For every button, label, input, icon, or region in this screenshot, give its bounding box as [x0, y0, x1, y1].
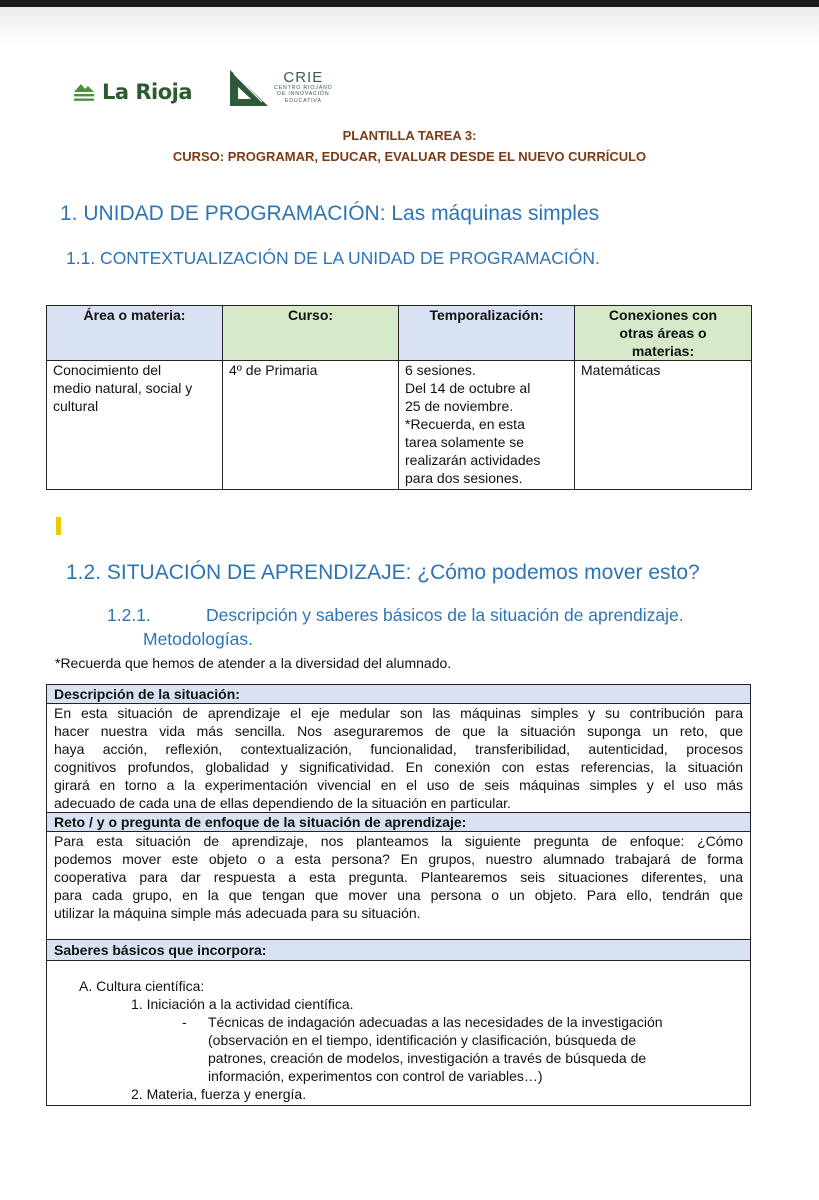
basic-knowledge-body: [47, 960, 750, 1105]
header-conexiones-line: Conexiones con: [608, 307, 718, 323]
situation-description-header: Descripción de la situación:: [47, 685, 750, 703]
diversity-note: *Recuerda que hemos de atender a la diversidad del alumnado.: [55, 655, 452, 671]
la-rioja-emblem-icon: [72, 80, 96, 104]
context-heading: 1.1. CONTEXTUALIZACIÓN DE LA UNIDAD DE PROGRAMACIÓN.: [66, 248, 600, 268]
reto-line: Para esta situación de aprendizaje, nos planteamos la siguiente pregunta de enfoque: ¿Cómo: [54, 833, 743, 849]
basic-knowledge-header: Saberes básicos que incorpora:: [47, 939, 750, 960]
description-heading-number: 1.2.1.: [107, 605, 151, 625]
challenge-header: Reto / y o pregunta de enfoque de la situación de aprendizaje:: [47, 812, 750, 831]
subitem-line: información, experimentos con control de variables…): [208, 1068, 543, 1084]
cell-area-line: medio natural, social y: [53, 380, 193, 396]
crie-subtitle-1: CENTRO RIOJANO: [274, 85, 333, 91]
cell-temp-line: realizarán actividades: [405, 452, 541, 468]
reto-line: podemos mover este objeto o a esta persona? En grupos, nuestro alumnado trabajará de forma: [54, 851, 743, 867]
cell-temp-line: *Recuerda, en esta: [405, 416, 525, 432]
reto-line: utilizar la máquina simple más adecuada para su situación.: [54, 905, 421, 921]
description-heading-text: Descripción y saberes básicos de la situación de aprendizaje.: [206, 605, 684, 625]
knowledge-item-1: 1. Iniciación a la actividad científica.: [131, 996, 354, 1012]
cell-temporalizacion: [399, 361, 575, 490]
situation-description-body: [47, 703, 750, 812]
course-title: CURSO: PROGRAMAR, EDUCAR, EVALUAR DESDE EL NUEVO CURRÍCULO: [172, 149, 647, 164]
knowledge-item-2: 2. Materia, fuerza y energía.: [131, 1086, 307, 1102]
header-curso: Curso:: [223, 306, 399, 361]
crie-subtitle-2: DE INNOVACIÓN: [277, 91, 330, 98]
header-conexiones-line: materias:: [631, 343, 695, 359]
reto-line: cooperativa para dar respuesta a esta pregunta. Plantearemos seis situaciones diferentes, una: [54, 869, 743, 885]
knowledge-subitem: [54, 1013, 743, 1085]
header-conexiones: [575, 306, 752, 361]
desc-line: cognitivos profundos, globalidad y significatividad. En conexión con estas referencias, la situación: [54, 759, 743, 775]
cell-area: [47, 361, 223, 490]
template-title: PLANTILLA TAREA 3:: [342, 128, 477, 143]
cell-temp-line: Del 14 de octubre al: [405, 380, 531, 396]
header-conexiones-line: otras áreas o: [619, 325, 707, 341]
cell-temp-line: para dos sesiones.: [405, 470, 523, 486]
cell-area-line: cultural: [53, 398, 99, 414]
learning-situation-heading: 1.2. SITUACIÓN DE APRENDIZAJE: ¿Cómo podemos mover esto?: [66, 561, 700, 584]
cell-temp-line: tarea solamente se: [405, 434, 525, 450]
situation-table: [46, 684, 751, 1106]
subitem-line: Técnicas de indagación adecuadas a las necesidades de la investigación: [208, 1014, 663, 1030]
dash-bullet: -: [182, 1014, 187, 1030]
header-temporalizacion: Temporalización:: [399, 306, 575, 361]
la-rioja-logo: [72, 76, 192, 108]
desc-line: adecuado de cada una de ellas dependiendo de la situación en particular.: [54, 795, 511, 811]
context-table: [46, 305, 752, 490]
cell-area-line: Conocimiento del: [53, 362, 162, 378]
cell-temp-line: 6 sesiones.: [405, 362, 476, 378]
crie-subtitle-3: EDUCATIVA: [284, 97, 322, 104]
desc-line: hacer nuestra vida más sencilla. Nos aseguraremos de que la situación suponga un reto, que: [54, 723, 743, 739]
crie-title: CRIE: [283, 69, 324, 86]
set-square-icon: [228, 68, 270, 108]
description-heading-cont: Metodologías.: [143, 629, 253, 649]
unit-heading: 1. UNIDAD DE PROGRAMACIÓN: Las máquinas simples: [60, 202, 600, 225]
top-shade: [0, 7, 819, 45]
desc-line: girará en torno a la experimentación vivencial en el uso de seis máquinas simples y el uso más: [54, 777, 743, 793]
cell-temp-line: 25 de noviembre.: [405, 398, 514, 414]
desc-line: haya acción, reflexión, contextualización, funcionalidad, transferibilidad, autenticidad, procesos: [54, 741, 743, 757]
cell-curso: 4º de Primaria: [223, 361, 399, 490]
subitem-line: patrones, creación de modelos, investigación a través de búsqueda de: [208, 1050, 647, 1066]
cell-conexiones: Matemáticas: [575, 361, 752, 490]
knowledge-block-a: A. Cultura científica:: [79, 978, 205, 994]
header-area: Área o materia:: [47, 306, 223, 361]
knowledge-subitem-text: [54, 1013, 743, 1085]
reto-line: para cada grupo, en la que tengan que mover una persona o un objeto. Para ello, tendrán que: [54, 887, 743, 903]
crie-logo: [228, 68, 333, 108]
la-rioja-logo-text: La Rioja: [102, 80, 193, 104]
text-cursor-marker: [56, 517, 61, 535]
subitem-line: (observación en el tiempo, identificación y clasificación, búsqueda de: [208, 1032, 637, 1048]
description-heading: [107, 605, 684, 626]
top-bar: [0, 0, 819, 7]
challenge-body: [47, 831, 750, 939]
desc-line: En esta situación de aprendizaje el eje medular son las máquinas simples y su contribución para: [54, 705, 743, 721]
